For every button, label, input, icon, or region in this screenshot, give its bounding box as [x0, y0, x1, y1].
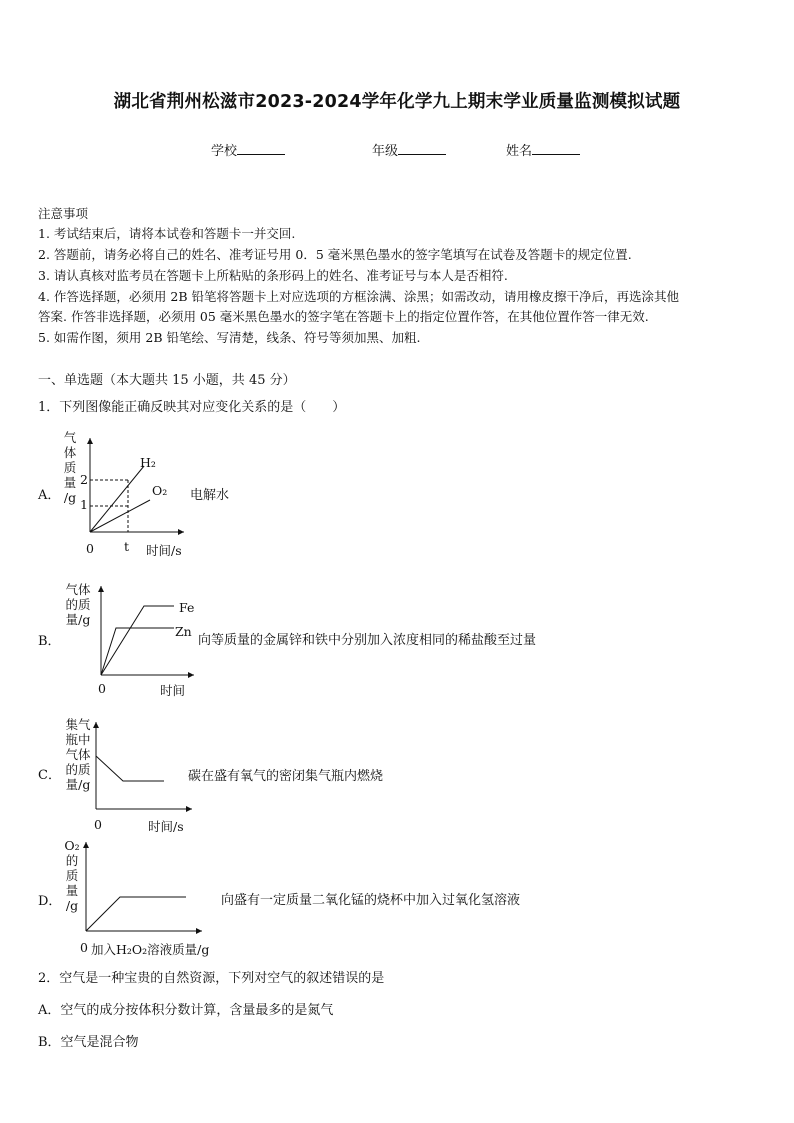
notice-heading: 注意事项	[38, 206, 89, 221]
name-field[interactable]	[506, 140, 580, 159]
question-2-option-b[interactable]: B．空气是混合物	[38, 1035, 139, 1050]
notice-item: 2. 答题前，请务必将自己的姓名、准考证号用 0．5 毫米黑色墨水的签字笔填写在试卷及答题卡的规定位置.	[38, 247, 632, 262]
option-a-ylabel: 气 体 质 量 /g	[63, 430, 77, 505]
option-d-desc: 向盛有一定质量二氧化锰的烧杯中加入过氧化氢溶液	[221, 893, 521, 908]
tick-y-2: 2	[80, 472, 88, 487]
option-c-desc: 碳在盛有氧气的密闭集气瓶内燃烧	[188, 769, 384, 784]
notice-item: 1. 考试结束后，请将本试卷和答题卡一并交回.	[38, 226, 296, 241]
option-a-desc: 电解水	[190, 488, 230, 503]
question-1-stem: 1．下列图像能正确反映其对应变化关系的是（ ）	[38, 400, 346, 415]
x-axis-arrow	[196, 928, 202, 934]
option-c-ylabel: 集气 瓶中 气体 的质 量/g	[65, 717, 91, 792]
x-axis-label: 时间/s	[146, 543, 182, 558]
origin-label: 0	[98, 681, 106, 696]
option-b-desc: 向等质量的金属锌和铁中分别加入浓度相同的稀盐酸至过量	[198, 633, 537, 648]
school-blank[interactable]	[237, 142, 285, 155]
notice-item: 答案. 作答非选择题，必须用 05 毫米黑色墨水的签字笔在答题卡上的指定位置作答，在其他位置作答一律无效.	[38, 309, 649, 324]
series-o2-line	[90, 500, 150, 532]
section-heading: 一、单选题（本大题共 15 小题，共 45 分）	[38, 373, 296, 388]
question-2-stem: 2．空气是一种宝贵的自然资源，下列对空气的叙述错误的是	[38, 971, 385, 986]
notice-item: 5. 如需作图，须用 2B 铅笔绘、写清楚，线条、符号等须加黑、加粗.	[38, 330, 421, 345]
grade-label: 年级	[372, 144, 399, 159]
option-d-ylabel: O₂ 的 质 量 /g	[64, 838, 80, 913]
x-axis-label: 加入H₂O₂溶液质量/g	[91, 942, 210, 957]
option-d-graph	[80, 836, 210, 936]
name-blank[interactable]	[532, 142, 580, 155]
question-2-option-a[interactable]: A．空气的成分按体积分数计算，含量最多的是氮气	[38, 1003, 334, 1018]
grade-field[interactable]	[372, 140, 446, 159]
series-zn-line	[101, 628, 174, 675]
option-b-ylabel: 气体 的质 量/g	[65, 582, 91, 627]
origin-label: 0	[86, 541, 94, 556]
x-axis-arrow	[188, 672, 194, 678]
y-axis-arrow	[87, 438, 93, 444]
school-label: 学校	[211, 144, 238, 159]
series-line	[96, 756, 164, 781]
series-o2-label: O₂	[152, 483, 168, 498]
series-h2-line	[90, 466, 144, 532]
series-zn-label: Zn	[175, 624, 192, 639]
name-label: 姓名	[506, 144, 533, 159]
series-fe-label: Fe	[179, 600, 195, 615]
option-d-letter: D．	[38, 894, 62, 909]
option-c-graph	[88, 716, 198, 816]
option-a-graph	[80, 432, 192, 537]
series-line	[86, 897, 186, 931]
x-axis-label: 时间	[160, 683, 186, 698]
tick-x-t: t	[124, 539, 130, 554]
notice-item: 4. 作答选择题，必须用 2B 铅笔将答题卡上对应选项的方框涂满、涂黑；如需改动，请用橡皮擦干净后，再选涂其他	[38, 289, 679, 304]
option-b-letter: B．	[38, 634, 61, 649]
y-axis-arrow	[93, 722, 99, 728]
option-c-letter: C．	[38, 768, 61, 783]
grade-blank[interactable]	[398, 142, 446, 155]
series-h2-label: H₂	[140, 455, 156, 470]
school-field[interactable]	[211, 140, 285, 159]
page-title: 湖北省荆州松滋市2023-2024学年化学九上期末学业质量监测模拟试题	[113, 92, 681, 112]
y-axis-arrow	[83, 842, 89, 848]
x-axis-arrow	[186, 806, 192, 812]
x-axis-label: 时间/s	[148, 819, 184, 834]
y-axis-arrow	[98, 586, 104, 592]
tick-y-1: 1	[80, 497, 88, 512]
origin-label: 0	[80, 940, 88, 955]
notice-item: 3. 请认真核对监考员在答题卡上所粘贴的条形码上的姓名、准考证号与本人是否相符.	[38, 268, 508, 283]
x-axis-arrow	[178, 529, 184, 535]
option-a-letter: A．	[38, 488, 61, 503]
origin-label: 0	[94, 817, 102, 832]
